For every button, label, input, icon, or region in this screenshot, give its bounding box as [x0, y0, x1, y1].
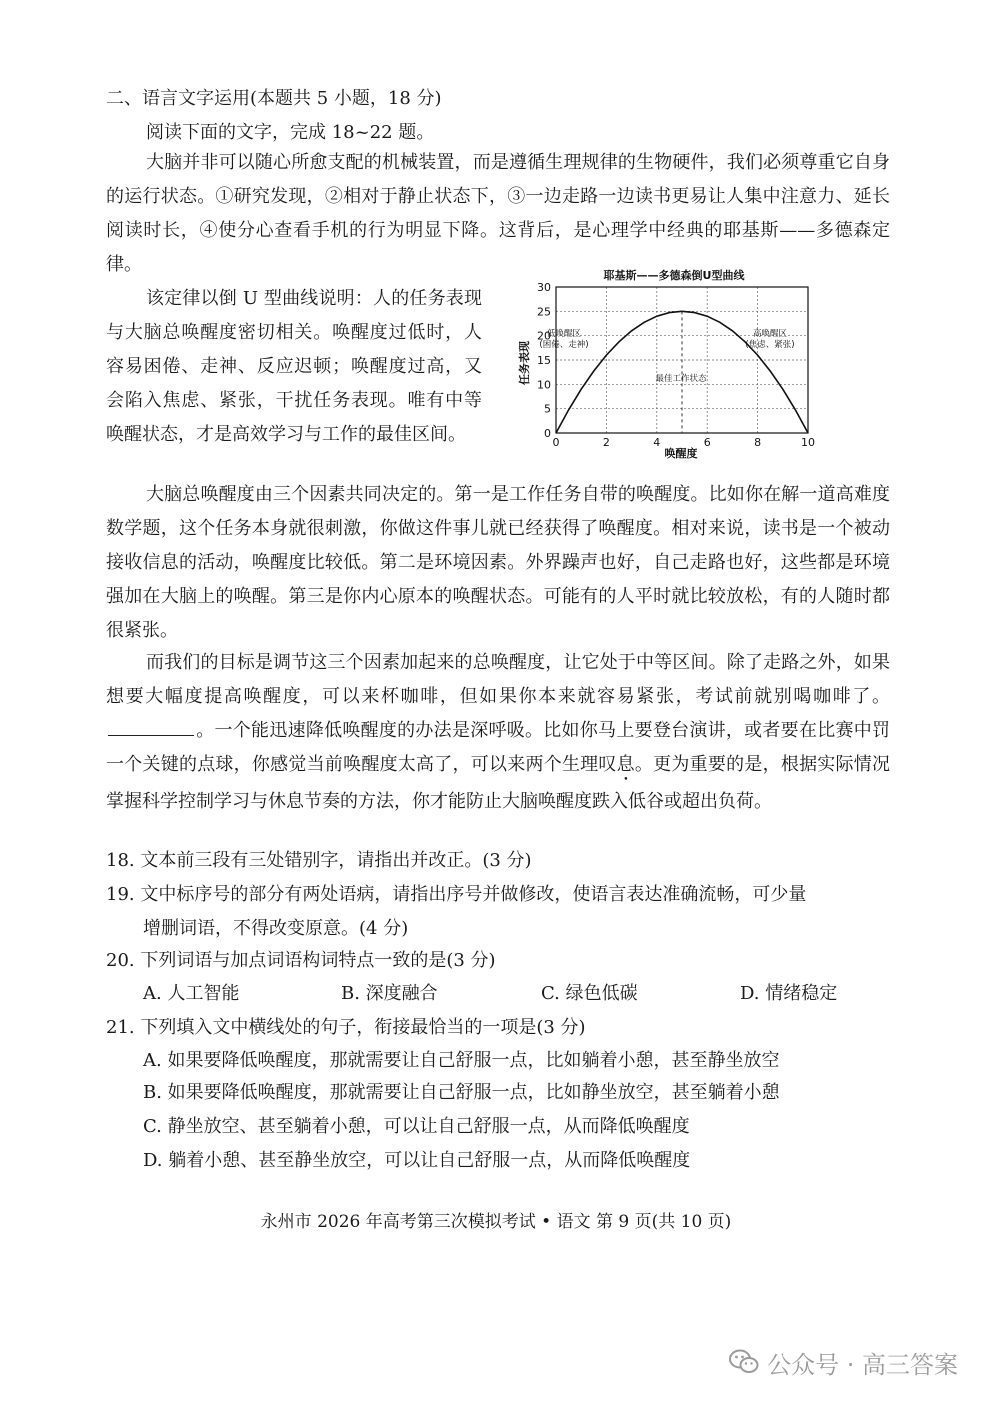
chart-xtick-label-3: 6	[703, 436, 711, 449]
paragraph-3-text: 大脑总唤醒度由三个因素共同决定的。第一是工作任务自带的唤醒度。比如你在解一道高难度数学题，这个任务本身就很刺激，你做这件事儿就已经获得了唤醒度。相对来说，读书是一个被动接收信息的活动，唤醒度比较低。第二是环境因素。外界躁声也好，自己走路也好，这些都是环境强加在大脑上的唤醒。第三是你内心原本的唤醒状态。可能有的人平时就比较放松，有的人随时都很紧张。	[106, 484, 890, 641]
chart-annotation-optimal: 最佳工作状态	[655, 374, 707, 384]
chart-ytick-label-6: 30	[537, 281, 551, 294]
question-18: 18. 文本前三段有三处错别字，请指出并改正。(3 分)	[106, 850, 532, 871]
question-20: 20. 下列词语与加点词语构词特点一致的是(3 分)	[106, 950, 496, 971]
question-21-option-d: D. 躺着小憩、甚至静坐放空，可以让自己舒服一点，从而降低唤醒度	[143, 1150, 691, 1171]
chart-annotation-high-2: (焦虑、紧张)	[745, 340, 795, 350]
wechat-icon	[729, 1349, 759, 1375]
inverted-u-chart	[506, 264, 816, 464]
chart-annotation-low-1: 低唤醒区	[546, 329, 582, 339]
chart-title: 耶基斯——多德森倒U型曲线	[603, 269, 745, 282]
paragraph-4-part2: 。一个能迅速降低唤醒度的办法是深呼吸。比如你马上要登台演讲，或者要在比赛中罚一个关键的点球，你感觉当前唤醒度太高了，可以来两个生理叹	[106, 720, 890, 775]
question-20-option-d: D. 情绪稳定	[740, 983, 838, 1004]
question-21-option-c: C. 静坐放空、甚至躺着小憩，可以让自己舒服一点，从而降低唤醒度	[143, 1116, 690, 1137]
chart-xtick-label-4: 8	[754, 436, 762, 449]
chart-ticks	[537, 281, 815, 449]
chart-ytick-label-2: 10	[537, 378, 551, 392]
paragraph-4	[106, 646, 890, 819]
chart-ytick-label-3: 15	[537, 354, 551, 367]
section-title: 二、语言文字运用(本题共 5 小题，18 分)	[106, 88, 442, 109]
watermark-text: 公众号 · 高三答案	[767, 1350, 958, 1379]
dotted-word: 息	[616, 754, 635, 775]
paragraph-4-part3: 。更为重要的是，根据实际情况掌握科学控制学习与休息节奏的方法，你才能防止大脑唤醒度跌入低谷或超出负荷。	[106, 754, 891, 812]
chart-xtick-label-5: 10	[801, 436, 815, 449]
chart-xlabel: 唤醒度	[664, 447, 698, 460]
chart-annotation-high-1: 高唤醒区	[752, 329, 788, 339]
page-footer: 永州市 2026 年高考第三次模拟考试 • 语文 第 9 页(共 10 页)	[260, 1212, 732, 1232]
chart-ylabel: 任务表现	[518, 341, 531, 385]
paragraph-3	[106, 478, 890, 648]
question-21-option-a: A. 如果要降低唤醒度，那就需要让自己舒服一点，比如躺着小憩，甚至静坐放空	[143, 1050, 780, 1071]
question-20-option-c: C. 绿色低碳	[541, 983, 638, 1004]
question-20-option-b: B. 深度融合	[341, 983, 438, 1004]
chart-xtick-label-2: 4	[653, 436, 661, 449]
watermark	[729, 1345, 958, 1379]
paragraph-1: 大脑并非可以随心所愈支配的机械装置，而是遵循生理规律的生物硬件，我们必须尊重它自身的运行状态。①研究发现，②相对于静止状态下，③一边走路一边读书更易让人集中注意力、延长阅读时长，④使分心查看手机的行为明显下降。这背后，是心理学中经典的耶基斯——多德森定律。	[106, 152, 890, 275]
question-19-line2: 增删词语，不得改变原意。(4 分)	[143, 918, 409, 939]
chart-xtick-label-0: 0	[552, 436, 560, 449]
question-21-option-b: B. 如果要降低唤醒度，那就需要让自己舒服一点，比如静坐放空，甚至躺着小憩	[143, 1082, 780, 1103]
chart-ytick-label-1: 5	[544, 402, 551, 416]
chart-svg	[506, 264, 816, 460]
question-21: 21. 下列填入文中横线处的句子，衔接最恰当的一项是(3 分)	[106, 1017, 586, 1038]
paragraph-2: 该定律以倒 U 型曲线说明：人的任务表现与大脑总唤醒度密切相关。唤醒度过低时，人容易困倦、走神、反应迟顿；唤醒度过高，又会陷入焦虑、紧张，干扰任务表现。唯有中等唤醒状态，才是高效学习与工作的最佳区间。	[106, 288, 482, 445]
paragraph-4-part1: 而我们的目标是调节这三个因素加起来的总唤醒度，让它处于中等区间。除了走路之外，如果想要大幅度提高唤醒度，可以来杯咖啡，但如果你本来就容易紧张，考试前就别喝咖啡了。	[106, 652, 890, 707]
chart-ytick-label-4: 20	[537, 329, 551, 343]
chart-annotation-low-2: (困倦、走神)	[539, 340, 589, 350]
question-19-line1: 19. 文中标序号的部分有两处语病，请指出序号并做修改，使语言表达准确流畅，可少量	[106, 884, 807, 905]
fill-in-blank	[108, 719, 194, 736]
question-20-option-a: A. 人工智能	[143, 983, 240, 1004]
chart-ytick-label-0: 0	[544, 427, 551, 440]
chart-xtick-label-1: 2	[602, 436, 610, 449]
chart-ytick-label-5: 25	[537, 305, 551, 319]
reading-instruction: 阅读下面的文字，完成 18~22 题。	[146, 122, 435, 143]
